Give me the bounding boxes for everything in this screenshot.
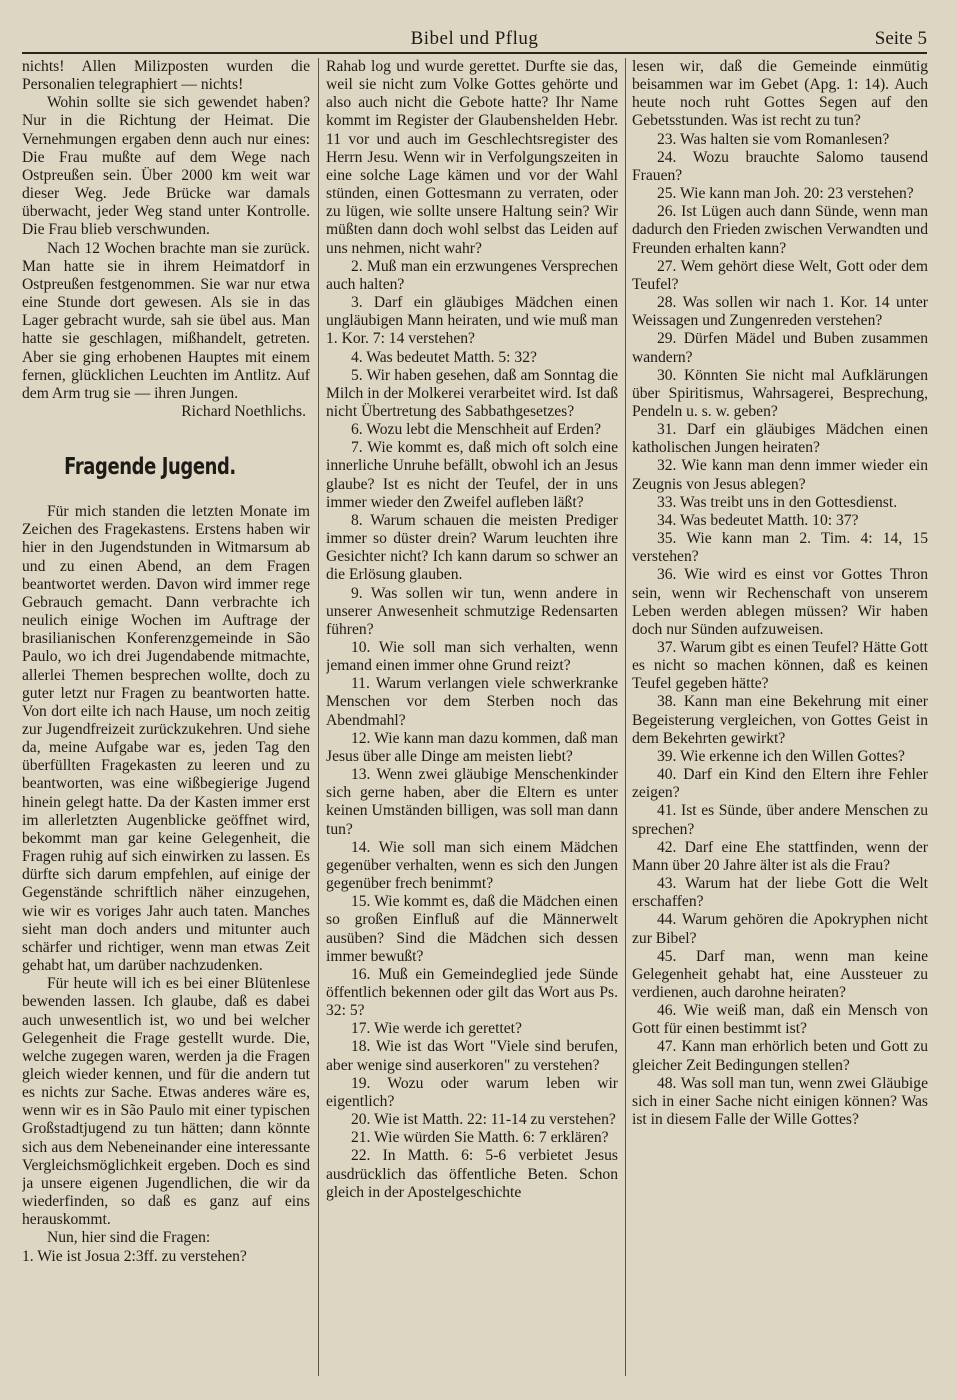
question-item: 29. Dürfen Mädel und Buben zusammen wandern? xyxy=(632,330,928,366)
question-item: 33. Was treibt uns in den Gottesdienst. xyxy=(656,493,898,511)
question-item: 19. Wozu oder warum leben wir eigentlich? xyxy=(326,1074,618,1110)
page-header xyxy=(22,28,927,54)
question-item: 42. Darf eine Ehe stattfinden, wenn der Mann über 20 Jahre älter ist als die Frau? xyxy=(632,838,928,874)
column-divider xyxy=(625,58,626,1376)
article-heading: Fragende Jugend. xyxy=(64,454,236,481)
question-item: 17. Wie werde ich gerettet? xyxy=(350,1020,522,1038)
question-item: 8. Warum schauen die meisten Prediger immer so düster drein? Warum leuchten ihre Gesichter nicht? Ich kann darum so schwer an die Erlösung glauben. xyxy=(326,511,618,584)
story-paragraph: Nach 12 Wochen brachte man sie zurück. Man hatte sie in ihrem Heimatdorf in Ostpreußen festgenommen. Sie war nur etwa eine Stunde dort gewesen. Als sie in das Lager gebracht wurde, sah sie übel aus. Man hatte sie geschlagen, mißhandelt, getreten. Aber sie ging erhobenen Hauptes mit einem fernen, glücklichen Leuchten im Antlitz. Auf dem Arm trug sie — ihren Jungen. xyxy=(22,239,310,402)
question-item: 21. Wie würden Sie Matth. 6: 7 erklären? xyxy=(350,1129,609,1147)
question-item: 1. Wie ist Josua 2:3ff. zu verstehen? xyxy=(22,1247,247,1265)
question-item: 9. Was sollen wir tun, wenn andere in unserer Anwesenheit schmutzige Redensarten führen? xyxy=(326,584,618,638)
question-item: 37. Warum gibt es einen Teufel? Hätte Gott es nicht so machen können, daß es keinen Teufel gegeben hätte? xyxy=(632,639,928,693)
question-item: 35. Wie kann man 2. Tim. 4: 14, 15 verstehen? xyxy=(632,530,928,566)
column-divider xyxy=(318,58,319,1376)
question-item: 43. Warum hat der liebe Gott die Welt erschaffen? xyxy=(632,875,928,911)
continued-paragraph: Rahab log und wurde gerettet. Durfte sie das, weil sie nicht zum Volke Gottes gehörte und also auch nicht die Gebote hatte? Ihr Name kommt im Register der Glaubenshelden Hebr. 11 vor und auch im Geschlechtsregister des Herrn Jesu. Wenn wir in Verfolgungszeiten in eine solche Lage kämen und vor der Wahl stünden, einen Gottesmann zu verraten, oder zu lügen, wie sollte unsere Haltung sein? Wir müßten dann doch wohl selbst das Leiden auf uns nehmen, nicht wahr? xyxy=(326,58,618,257)
question-item: 41. Ist es Sünde, über andere Menschen zu sprechen? xyxy=(632,802,928,838)
question-item: 14. Wie soll man sich einem Mädchen gegenüber verhalten, wenn es sich den Jungen gegenüber frech benimmt? xyxy=(326,838,618,893)
header-rule xyxy=(22,52,927,54)
question-item: 32. Wie kann man denn immer wieder ein Zeugnis von Jesus ablegen? xyxy=(632,457,928,493)
question-item: 18. Wie ist das Wort "Viele sind berufen, aber wenige sind auserkoren" zu verstehen? xyxy=(326,1038,618,1074)
question-item: 28. Was sollen wir nach 1. Kor. 14 unter Weissagen und Zungenreden verstehen? xyxy=(632,294,928,330)
question-item: 13. Wenn zwei gläubige Menschenkinder sich gerne haben, aber die Eltern es unter keinen Umständen billigen, was soll man dann tun? xyxy=(326,766,618,838)
question-item: 27. Wem gehört diese Welt, Gott oder dem Teufel? xyxy=(632,257,928,293)
question-item: 5. Wir haben gesehen, daß am Sonntag die Milch in der Molkerei verarbeitet wird. Ist daß nicht Übertretung des Sabbathgesetzes? xyxy=(326,366,618,420)
question-item: 15. Wie kommt es, daß die Mädchen einen so großen Einfluß auf die Männerwelt ausüben? Sind die Mädchen sich dessen immer bewußt? xyxy=(326,893,618,965)
question-item: 44. Warum gehören die Apokryphen nicht zur Bibel? xyxy=(632,911,928,947)
question-item: 20. Wie ist Matth. 22: 11-14 zu verstehen? xyxy=(350,1111,616,1129)
question-item: 4. Was bedeutet Matth. 5: 32? xyxy=(350,348,537,366)
question-item: 48. Was soll man tun, wenn zwei Gläubige sich in einer Sache nicht einigen können? Was ist in diesem Falle der Wille Gottes? xyxy=(632,1074,928,1129)
question-item: 47. Kann man erhörlich beten und Gott zu gleicher Zeit Bedingungen stellen? xyxy=(632,1038,928,1074)
continued-paragraph: lesen wir, daß die Gemeinde einmütig beisammen war im Gebet (Apg. 1: 14). Auch heute noch ruht Gottes Segen auf den Gebetsstunden. Was ist recht zu tun? xyxy=(632,58,928,130)
question-item: 46. Wie weiß man, daß ein Mensch von Gott für einen bestimmt ist? xyxy=(632,1002,928,1038)
question-item: 16. Muß ein Gemeindeglied jede Sünde öffentlich bekennen oder gilt das Wort aus Ps. 32: 5? xyxy=(326,965,618,1020)
question-item: 11. Warum verlangen viele schwerkranke Menschen vor dem Sterben noch das Abendmahl? xyxy=(326,675,618,729)
question-item: 10. Wie soll man sich verhalten, wenn jemand einen immer ohne Grund reizt? xyxy=(326,639,618,675)
author-signature: Richard Noethlichs. xyxy=(181,402,306,420)
column-3 xyxy=(632,58,928,1376)
question-item: 22. In Matth. 6: 5-6 verbietet Jesus ausdrücklich das öffentliche Beten. Schon gleich in der Apostelgeschichte xyxy=(326,1147,618,1201)
question-item: 40. Darf ein Kind den Eltern ihre Fehler zeigen? xyxy=(632,766,928,802)
question-item: 12. Wie kann man dazu kommen, daß man Jesus über alle Dinge am meisten liebt? xyxy=(326,729,618,765)
intro-paragraph: Für heute will ich es bei einer Blütenlese bewenden lassen. Ich glaube, daß es dabei auch unwesentlich ist, wo und bei welcher Gelegenheit die Frage gestellt wurde. Die, welche zugegen waren, werden ja die Fragen gleich wieder kennen, und für die andern tut es nichts zur Sache. Etwas anderes wäre es, wenn wir es in São Paulo mit einer typischen Großstadtjugend zu tun hätten; dann könnte sich aus dem Nebeneinander eine interessante Vergleichsmöglichkeit ergeben. Doch es sind ja unsere eigenen Jugendlichen, die wir da wiederfinden, so daß es ganz auf eins herauskommt. xyxy=(22,975,310,1229)
question-item: 34. Was bedeutet Matth. 10: 37? xyxy=(656,511,859,529)
page-number: Seite 5 xyxy=(874,28,927,49)
story-paragraph: nichts! Allen Milizposten wurden die Personalien telegraphiert — nichts! xyxy=(22,58,310,94)
question-item: 25. Wie kann man Joh. 20: 23 verstehen? xyxy=(656,185,914,203)
question-item: 26. Ist Lügen auch dann Sünde, wenn man dadurch den Frieden zwischen Verwandten und Freunden erhalten kann? xyxy=(632,203,928,257)
intro-paragraph: Für mich standen die letzten Monate im Zeichen des Fragekastens. Erstens haben wir hier in den Jugendstunden in Witmarsum ab und zu einen Abend, an dem Fragen beantwortet werden. Davon wird immer rege Gebrauch gemacht. Dann verbrachte ich neulich einige Wochen im Auftrage der brasilianischen Konferenzgemeinde in São Paulo, wo ich drei Jugendabende mitmachte, allerlei Themen besprechen wollte, doch zu guter letzt nur Fragen zu beantworten hatte. Von dort eilte ich nach Hause, um noch zeitig zur Jugendfreizeit zurückzukehren. Und siehe da, meine Aufgabe war es, jeden Tag den überfüllten Fragekasten zu leeren und zu beantworten, was eine wißbegierige Jugend hinein gelegt hatte. Da der Kasten immer erst im allerletzten Augenblicke geöffnet wird, bekommt man gar keine Gelegenheit, die Fragen ruhig auf sich einwirken zu lassen. Es dürfte sich darum empfehlen, auf einige der Gegenstände schriftlich näher einzugehen, wie wir es voriges Jahr auch taten. Manches sieht man doch anders und mitunter auch schärfer und richtiger, wenn man etwas Zeit gehabt hat, um darüber nachzudenken. xyxy=(22,503,310,975)
question-item: 45. Darf man, wenn man keine Gelegenheit gehabt hat, eine Aussteuer zu verdienen, auch darohne heiraten? xyxy=(632,947,928,1001)
intro-paragraph: Nun, hier sind die Fragen: xyxy=(46,1229,211,1247)
question-item: 24. Wozu brauchte Salomo tausend Frauen? xyxy=(632,148,928,184)
publication-title: Bibel und Pflug xyxy=(410,28,539,49)
question-item: 39. Wie erkenne ich den Willen Gottes? xyxy=(656,747,905,765)
question-item: 3. Darf ein gläubiges Mädchen einen ungläubigen Mann heiraten, und wie muß man 1. Kor. 7: 14 verstehen? xyxy=(326,294,618,348)
question-item: 6. Wozu lebt die Menschheit auf Erden? xyxy=(350,421,601,439)
story-paragraph: Wohin sollte sie sich gewendet haben? Nur in die Richtung der Heimat. Die Vernehmungen ergaben denn auch nur eines: Die Frau mußte auf dem Wege nach Ostpreußen sein. Über 2000 km weit war dieser Weg. Jede Brücke war damals überwacht, jeder Weg stand unter Kontrolle. Die Frau blieb verschwunden. xyxy=(22,94,310,239)
question-item: 23. Was halten sie vom Romanlesen? xyxy=(656,130,890,148)
question-item: 30. Könnten Sie nicht mal Aufklärungen über Spiritismus, Wahrsagerei, Besprechung, Pendeln u. s. w. geben? xyxy=(632,366,928,420)
column-2 xyxy=(326,58,618,1376)
question-item: 38. Kann man eine Bekehrung mit einer Begeisterung vergleichen, von Gottes Geist in dem Bekehrten gewirkt? xyxy=(632,693,928,747)
question-item: 31. Darf ein gläubiges Mädchen einen katholischen Jungen heiraten? xyxy=(632,421,928,457)
column-1 xyxy=(22,58,310,1376)
question-item: 36. Wie wird es einst vor Gottes Thron sein, wenn wir Rechenschaft von unserem Leben werden ablegen müssen? Wir haben doch nur Sünden aufzuweisen. xyxy=(632,566,928,638)
question-item: 7. Wie kommt es, daß mich oft solch eine innerliche Unruhe befällt, obwohl ich an Jesus glaube? Ist es nicht der Teufel, der in uns immer wieder den Zweifel aufleben läßt? xyxy=(326,439,618,511)
question-item: 2. Muß man ein erzwungenes Versprechen auch halten? xyxy=(326,257,618,293)
